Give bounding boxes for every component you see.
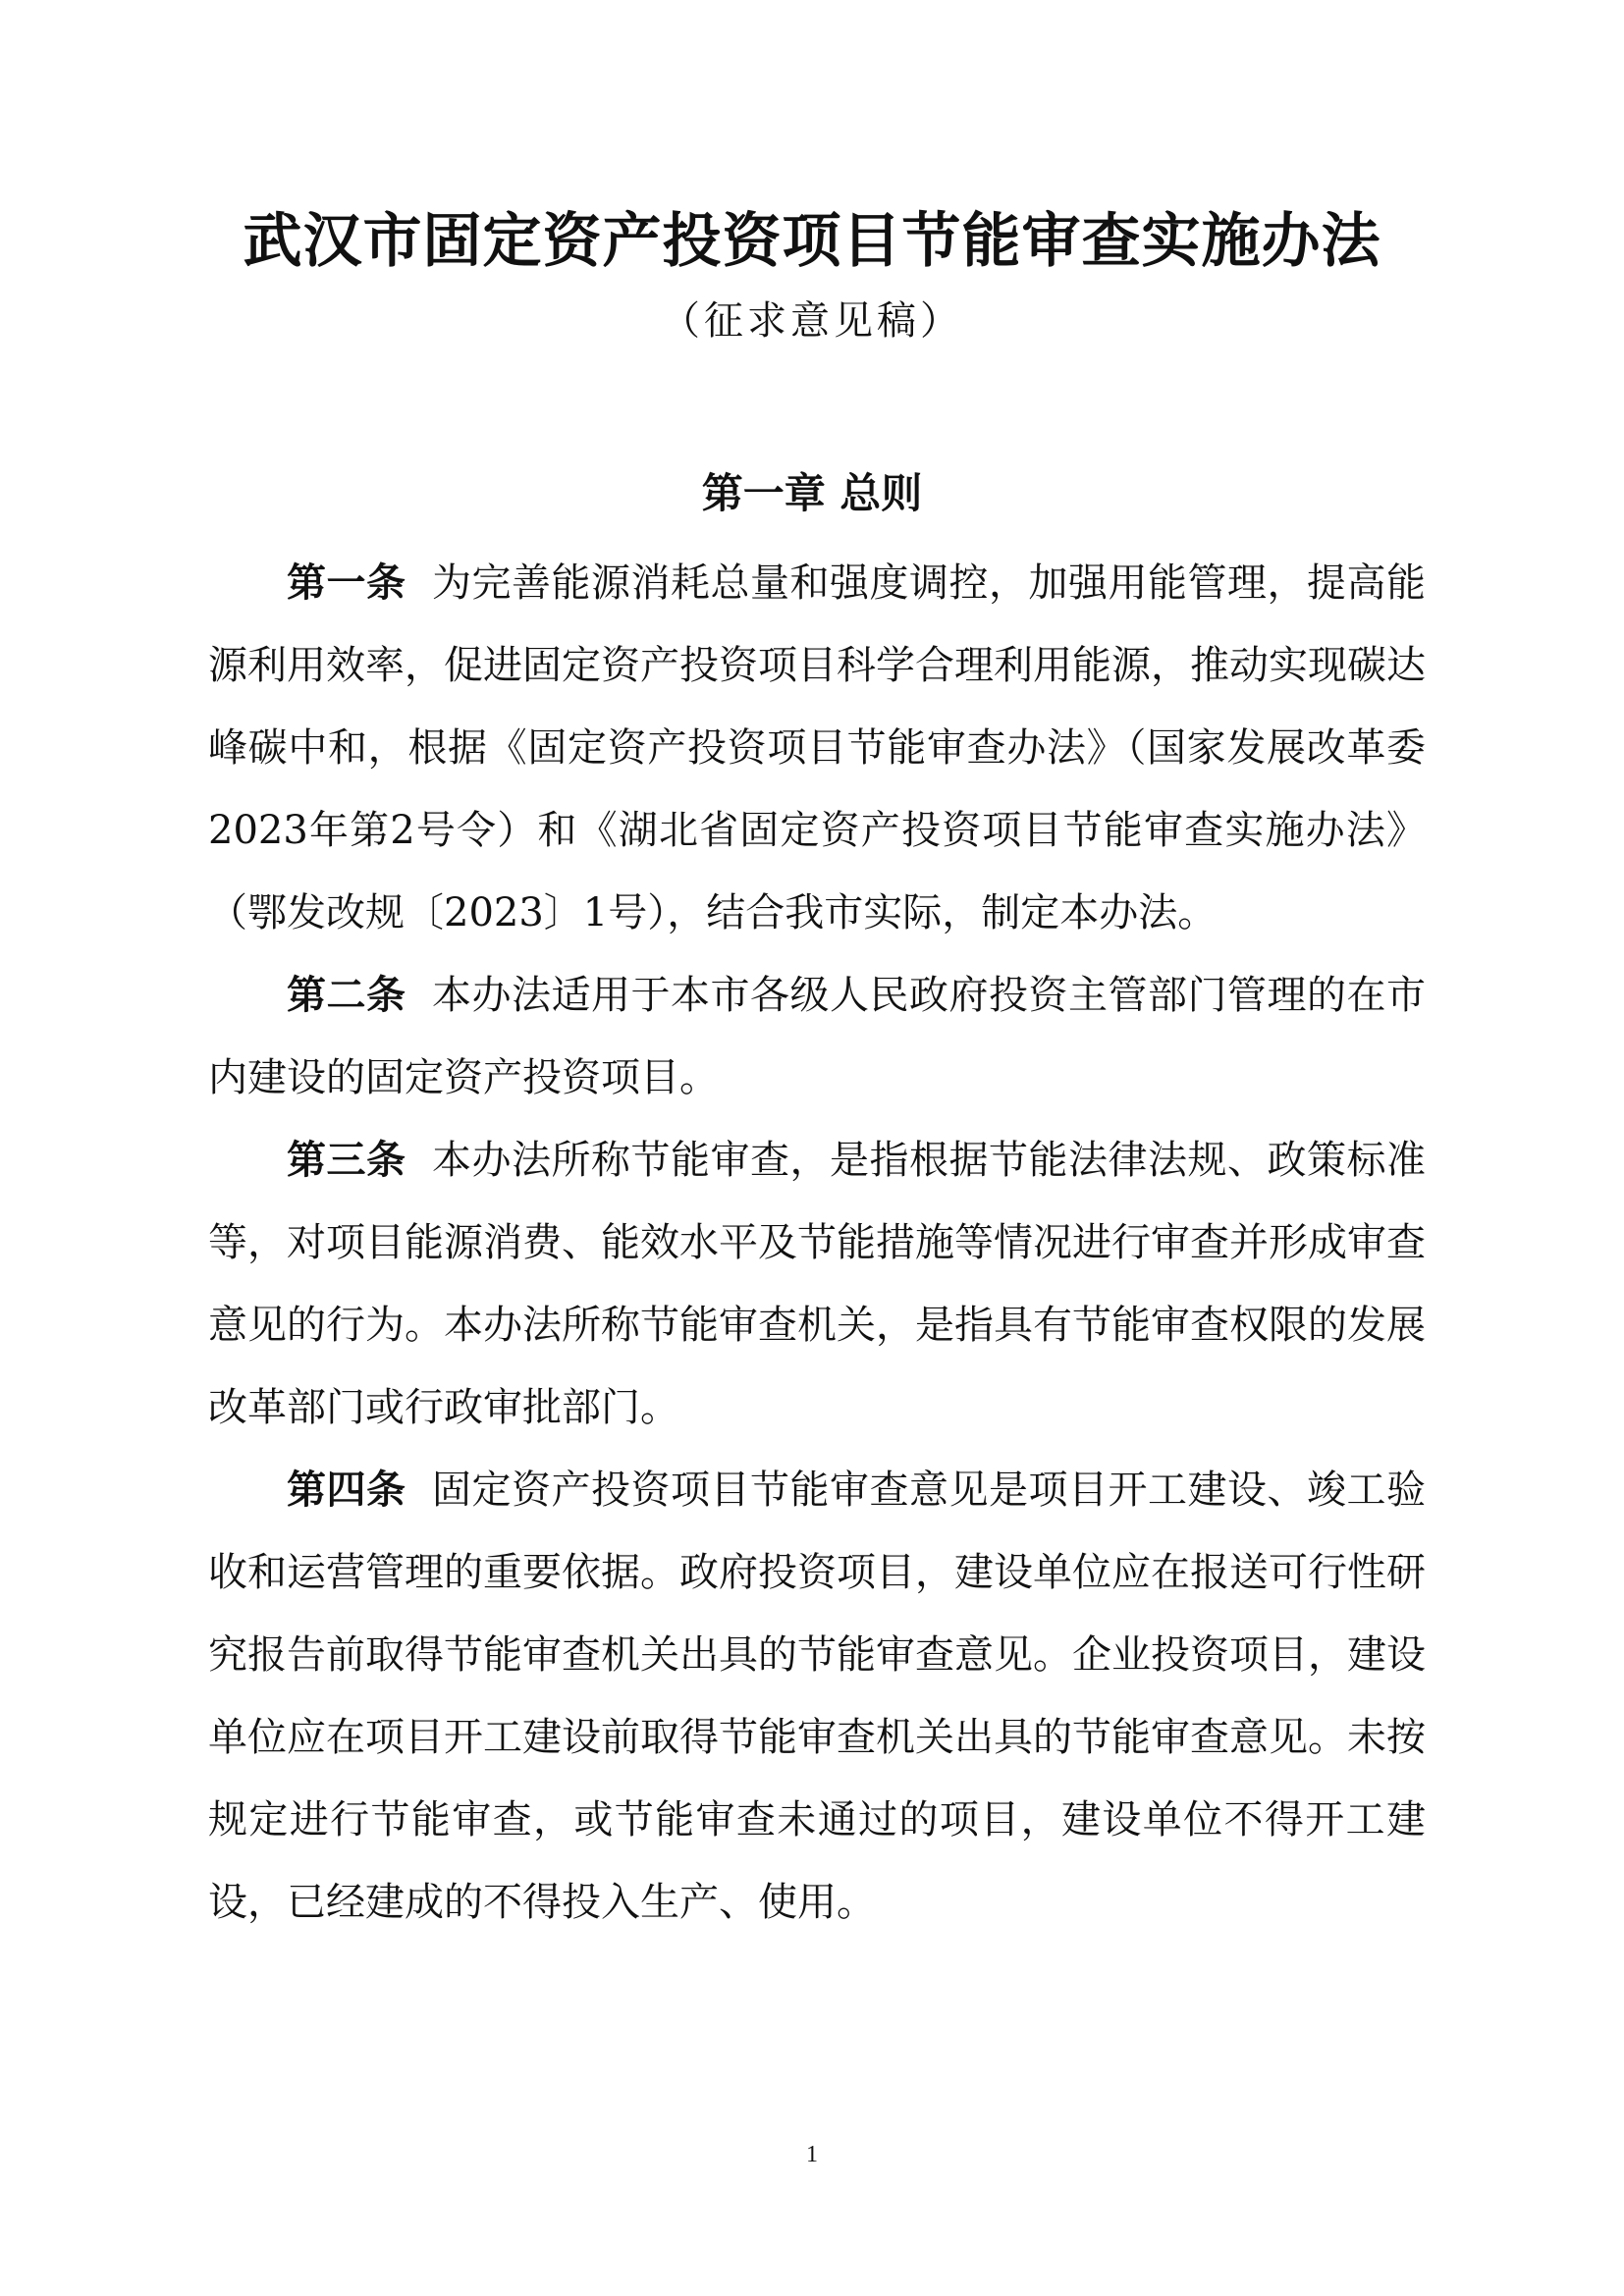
article-label: 第三条 <box>287 1138 406 1183</box>
article-text: 固定资产投资项目节能审查意见是项目开工建设、竣工验收和运营管理的重要依据。政府投资项目，建设单位应在报送可行性研究报告前取得节能审查机关出具的节能审查意见。企业投资项目，建设单位应在项目开工建设前取得节能审查机关出具的节能审查意见。未按规定进行节能审查，或节能审查未通过的项目，建设单位不得开工建设，已经建成的不得投入生产、使用。 <box>208 1468 1427 1925</box>
article-2 <box>208 954 1426 1119</box>
article-1 <box>208 542 1426 954</box>
chapter-heading: 第一章 总则 <box>701 469 923 517</box>
article-label: 第四条 <box>287 1468 406 1513</box>
page-number: 1 <box>806 2142 818 2167</box>
article-3 <box>208 1119 1426 1449</box>
document-body <box>208 542 1426 1944</box>
article-text: 本办法适用于本市各级人民政府投资主管部门管理的在市内建设的固定资产投资项目。 <box>208 973 1427 1100</box>
article-text: 本办法所称节能审查，是指根据节能法律法规、政策标准等，对项目能源消费、能效水平及节能措施等情况进行审查并形成审查意见的行为。本办法所称节能审查机关，是指具有节能审查权限的发展改革部门或行政审批部门。 <box>208 1138 1427 1430</box>
document-title: 武汉市固定资产投资项目节能审查实施办法 <box>243 207 1381 276</box>
article-label: 第二条 <box>287 973 406 1018</box>
article-label: 第一条 <box>287 561 406 606</box>
article-4 <box>208 1449 1426 1944</box>
document-subtitle: （征求意见稿） <box>661 298 963 344</box>
article-text: 为完善能源消耗总量和强度调控，加强用能管理，提高能源利用效率，促进固定资产投资项目科学合理利用能源，推动实现碳达峰碳中和，根据《固定资产投资项目节能审查办法》（国家发展改革委2023年第2号令）和《湖北省固定资产投资项目节能审查实施办法》（鄂发改规〔2023〕1号），结合我市实际，制定本办法。 <box>208 561 1427 935</box>
